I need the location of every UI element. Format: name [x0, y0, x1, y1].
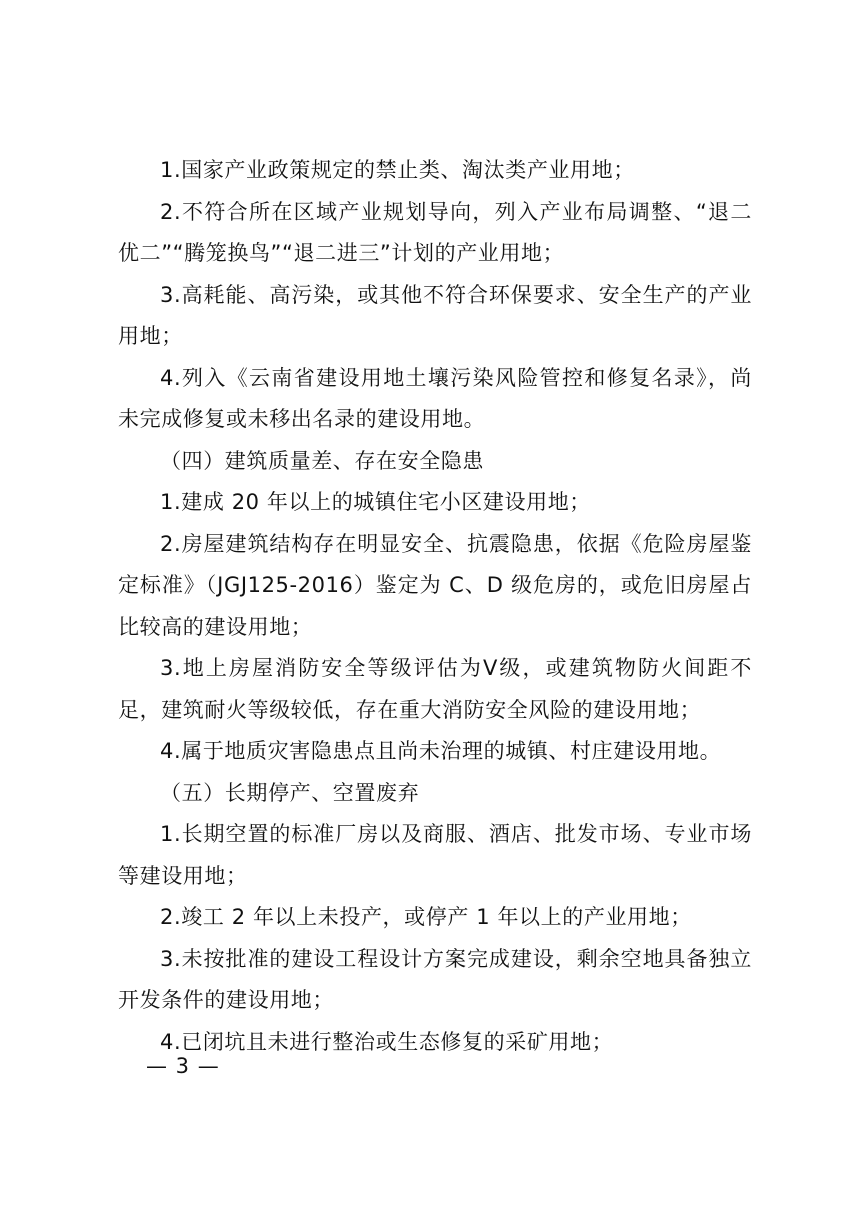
- paragraph-item: 4.已闭坑且未进行整治或生态修复的采矿用地；: [160, 1029, 614, 1054]
- paragraph-item: 2.不符合所在区域产业规划导向，列入产业布局调整、“退二优二”“腾笼换鸟”“退二进三”计划的产业用地；: [118, 199, 752, 265]
- paragraph-item: 3.高耗能、高污染，或其他不符合环保要求、安全生产的产业用地；: [118, 282, 752, 348]
- paragraph-item: 1.国家产业政策规定的禁止类、淘汰类产业用地；: [160, 158, 635, 182]
- section-heading: （五）长期停产、空置废弃: [160, 780, 420, 805]
- document-body: [118, 150, 752, 1063]
- paragraph-item: 3.地上房屋消防安全等级评估为Ⅴ级，或建筑物防火间距不足，建筑耐火等级较低，存在重大消防安全风险的建设用地；: [118, 656, 752, 722]
- paragraph-item: 3.未按批准的建设工程设计方案完成建设，剩余空地具备独立开发条件的建设用地；: [118, 946, 752, 1012]
- paragraph-item: 1.长期空置的标准厂房以及商服、酒店、批发市场、专业市场等建设用地；: [118, 822, 752, 888]
- section-heading: （四）建筑质量差、存在安全隐患: [160, 448, 484, 473]
- paragraph-item: 4.列入《云南省建设用地土壤污染风险管控和修复名录》，尚未完成修复或未移出名录的建设用地。: [118, 365, 752, 431]
- paragraph-item: 1.建成 20 年以上的城镇住宅小区建设用地；: [160, 490, 591, 514]
- paragraph-item: 2.竣工 2 年以上未投产，或停产 1 年以上的产业用地；: [160, 905, 692, 929]
- paragraph-item: 2.房屋建筑结构存在明显安全、抗震隐患，依据《危险房屋鉴定标准》（JGJ125-2016）鉴定为 C、D 级危房的，或危旧房屋占比较高的建设用地；: [118, 531, 752, 639]
- page-number: — 3 —: [146, 1054, 220, 1078]
- paragraph-item: 4.属于地质灾害隐患点且尚未治理的城镇、村庄建设用地。: [160, 739, 722, 763]
